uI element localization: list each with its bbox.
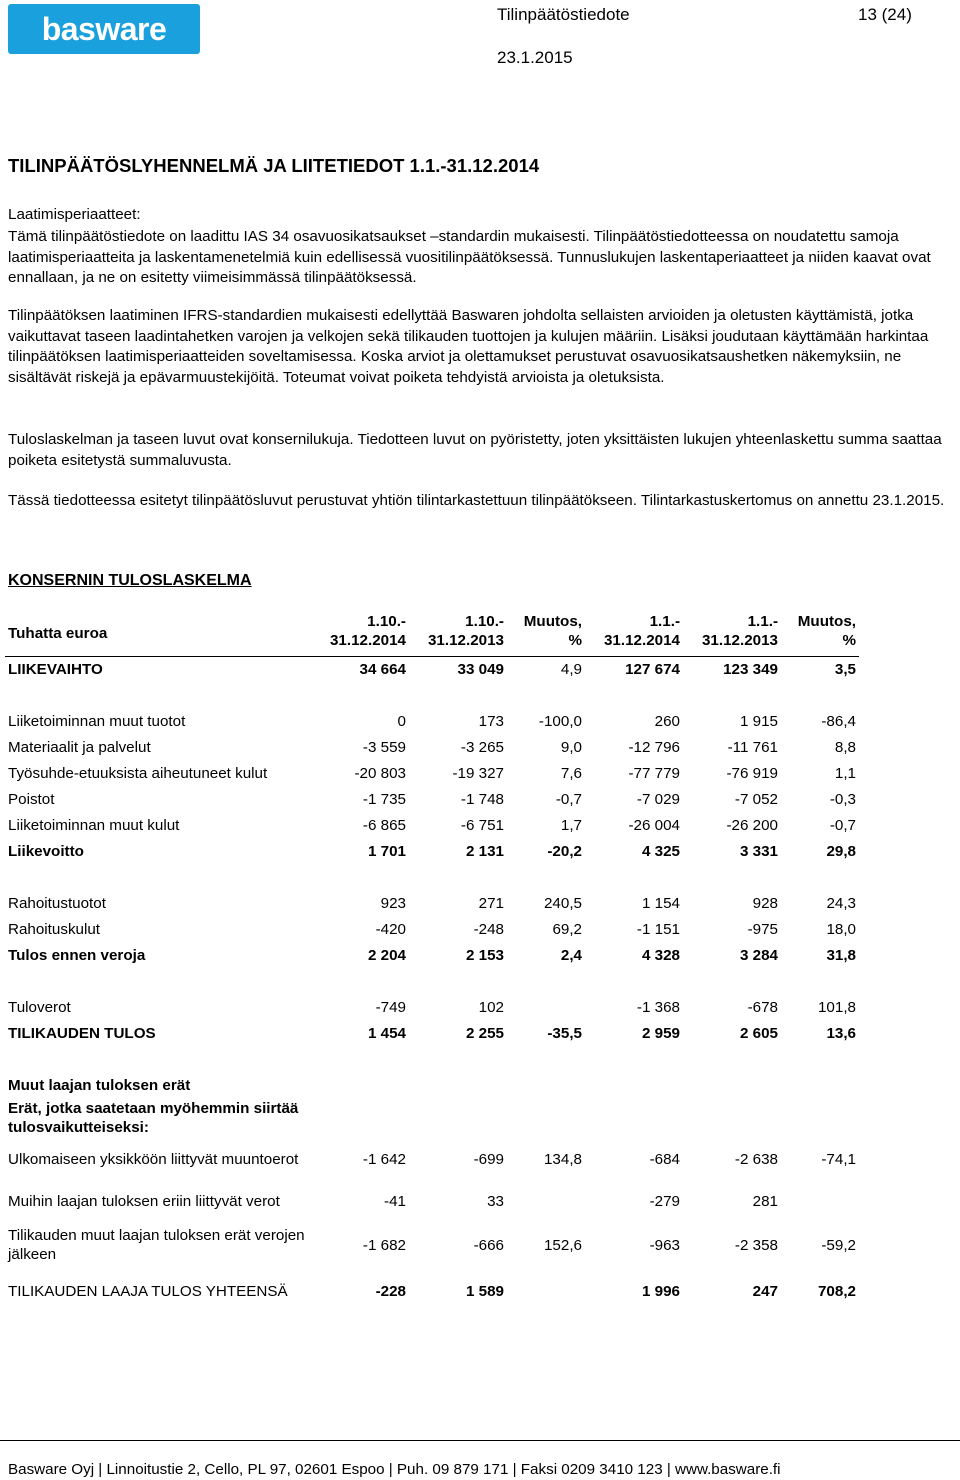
cell: -1 151 <box>636 920 680 938</box>
cell: -26 004 <box>628 816 680 834</box>
row-label: Muut laajan tuloksen erät <box>8 1076 191 1094</box>
cell: 1 454 <box>367 1024 406 1042</box>
cell: -678 <box>747 998 778 1016</box>
cell <box>507 994 585 1020</box>
spacer-row <box>5 682 859 708</box>
cell: 3 331 <box>739 842 778 860</box>
cell: -228 <box>375 1282 406 1300</box>
cell: 33 <box>487 1192 504 1210</box>
table-row <box>5 916 859 942</box>
cell: -1 748 <box>460 790 504 808</box>
cell: 3 284 <box>739 946 778 964</box>
column-header: 1.1.- 31.12.2013 <box>683 612 781 656</box>
cell: 127 674 <box>625 660 680 678</box>
table-header-row <box>5 612 859 656</box>
cell: 928 <box>752 894 778 912</box>
cell: -74,1 <box>821 1150 856 1168</box>
cell: 152,6 <box>543 1236 582 1254</box>
cell: 281 <box>752 1192 778 1210</box>
cell: -684 <box>649 1150 680 1168</box>
cell: -1 735 <box>362 790 406 808</box>
cell: -77 779 <box>628 764 680 782</box>
table-row <box>5 838 859 864</box>
cell: -86,4 <box>821 712 856 730</box>
row-label: LIIKEVAIHTO <box>8 660 103 678</box>
cell: -20,2 <box>547 842 582 860</box>
paragraph-rounding: Tuloslaskelman ja taseen luvut ovat konsernilukuja. Tiedotteen luvut on pyöristetty, joten yksittäisten lukujen yhteenlaskettu summa saattaa poiketa esitetystä summaluvusta. <box>8 431 942 469</box>
cell: -26 200 <box>726 816 778 834</box>
cell: 102 <box>478 998 504 1016</box>
row-label: Rahoitustuotot <box>8 894 106 912</box>
unit-label: Tuhatta euroa <box>5 612 311 656</box>
cell: -2 638 <box>734 1150 778 1168</box>
cell: -0,3 <box>829 790 856 808</box>
cell: 7,6 <box>560 764 582 782</box>
cell: 4,9 <box>560 660 582 678</box>
cell: 34 664 <box>359 660 406 678</box>
table-row <box>5 994 859 1020</box>
paragraph-policies: Tämä tilinpäätöstiedote on laadittu IAS 34 osavuosikatsaukset –standardin mukaisesti. Tilinpäätöstiedotteessa on noudatettu samoja laatimisperiaatteita ja laskentamenetelmiä kuin edellisessä vuositilinpäätöksessä. Tunnuslukujen laskentaperiaatteet ja niiden kaavat ovat ennallaan, ja ne on esitetty viimeisimmässä tilinpäätöksessä. <box>8 228 931 287</box>
table-row <box>5 1138 859 1180</box>
row-label: Poistot <box>8 790 55 808</box>
cell: 2 131 <box>465 842 504 860</box>
page-footer: Basware Oyj | Linnoitustie 2, Cello, PL 97, 02601 Espoo | Puh. 09 879 171 | Faksi 0209 3410 123 | www.basware.fi <box>0 1440 960 1478</box>
cell: -0,7 <box>555 790 582 808</box>
cell: 18,0 <box>826 920 856 938</box>
cell: -279 <box>649 1192 680 1210</box>
column-header: 1.1.- 31.12.2014 <box>585 612 683 656</box>
table-row <box>5 942 859 968</box>
table-row <box>5 812 859 838</box>
cell: -975 <box>747 920 778 938</box>
cell: 2 605 <box>739 1024 778 1042</box>
table-row <box>5 1222 859 1268</box>
table-row <box>5 1072 859 1098</box>
row-label: Tilikauden muut laajan tuloksen erät verojen jälkeen <box>8 1227 305 1263</box>
cell: -7 052 <box>734 790 778 808</box>
cell: -248 <box>473 920 504 938</box>
cell: 69,2 <box>552 920 582 938</box>
cell: 31,8 <box>826 946 856 964</box>
cell: -0,7 <box>829 816 856 834</box>
row-label: Tuloverot <box>8 998 71 1016</box>
cell <box>507 1268 585 1314</box>
cell: -749 <box>375 998 406 1016</box>
cell: -41 <box>384 1192 406 1210</box>
row-label: Ulkomaiseen yksikköön liittyvät muuntoerot <box>8 1150 299 1168</box>
cell: -6 865 <box>362 816 406 834</box>
cell: -7 029 <box>636 790 680 808</box>
row-label: Liiketoiminnan muut kulut <box>8 816 180 834</box>
document-title: Tilinpäätöstiedote <box>497 5 630 24</box>
cell: 8,8 <box>834 738 856 756</box>
cell: 123 349 <box>723 660 778 678</box>
cell: 260 <box>654 712 680 730</box>
cell: -1 642 <box>362 1150 406 1168</box>
cell: 2 153 <box>465 946 504 964</box>
cell: 271 <box>478 894 504 912</box>
main-title: TILINPÄÄTÖSLYHENNELMÄ JA LIITETIEDOT 1.1.-31.12.2014 <box>8 155 540 176</box>
cell: -76 919 <box>726 764 778 782</box>
cell: 240,5 <box>543 894 582 912</box>
cell: 1 996 <box>641 1282 680 1300</box>
cell: -1 682 <box>362 1236 406 1254</box>
cell: -6 751 <box>460 816 504 834</box>
page-number: 13 (24) <box>858 5 912 24</box>
cell: 247 <box>752 1282 778 1300</box>
cell: 101,8 <box>817 998 856 1016</box>
cell: 2 255 <box>465 1024 504 1042</box>
table-row <box>5 890 859 916</box>
cell: -3 265 <box>460 738 504 756</box>
cell: -59,2 <box>821 1236 856 1254</box>
cell: -963 <box>649 1236 680 1254</box>
row-label: Liikevoitto <box>8 842 84 860</box>
cell: -20 803 <box>354 764 406 782</box>
cell: 4 328 <box>641 946 680 964</box>
cell: 1 154 <box>641 894 680 912</box>
cell: 134,8 <box>543 1150 582 1168</box>
cell: -2 358 <box>734 1236 778 1254</box>
cell <box>781 1180 859 1222</box>
paragraph-audit: Tässä tiedotteessa esitetyt tilinpäätösluvut perustuvat yhtiön tilintarkastettuun tilinpäätökseen. Tilintarkastuskertomus on annettu 23.1.2015. <box>8 492 945 509</box>
row-label: TILIKAUDEN LAAJA TULOS YHTEENSÄ <box>8 1282 288 1300</box>
cell: 1,1 <box>834 764 856 782</box>
row-label: Liiketoiminnan muut tuotot <box>8 712 186 730</box>
cell: -11 761 <box>727 738 778 756</box>
cell: 9,0 <box>560 738 582 756</box>
table-row <box>5 1020 859 1046</box>
basware-logo: basware <box>8 4 200 54</box>
spacer-row <box>5 1046 859 1072</box>
section-title: KONSERNIN TULOSLASKELMA <box>8 572 252 589</box>
cell <box>507 1180 585 1222</box>
column-header: 1.10.- 31.12.2013 <box>409 612 507 656</box>
cell: 13,6 <box>826 1024 856 1042</box>
row-label: Rahoituskulut <box>8 920 101 938</box>
cell: 1 701 <box>367 842 406 860</box>
column-header: Muutos, % <box>781 612 859 656</box>
table-row <box>5 786 859 812</box>
income-statement-table <box>5 612 859 1314</box>
column-header: Muutos, % <box>507 612 585 656</box>
table-row <box>5 1098 859 1138</box>
cell: 29,8 <box>826 842 856 860</box>
cell: 3,5 <box>834 660 856 678</box>
cell: 708,2 <box>817 1282 856 1300</box>
document-date: 23.1.2015 <box>497 48 573 67</box>
table-row <box>5 1268 859 1314</box>
cell: 1,7 <box>560 816 582 834</box>
cell: 24,3 <box>826 894 856 912</box>
paragraph-estimates: Tilinpäätöksen laatiminen IFRS-standardien mukaisesti edellyttää Baswaren johdolta sellaisten arvioiden ja oletusten käyttämistä, jotka vaikuttavat taseen laadintahetken varojen ja velkojen sekä tilikauden tuottojen ja kulujen määriin. Lisäksi joudutaan käyttämään harkintaa tilinpäätöksen laatimisperiaatteiden soveltamisessa. Koska arviot ja olettamukset perustuvat osavuosikatsaushetken näkemyksiin, ne sisältävät riskejä ja epävarmuustekijöitä. Toteumat voivat poiketa tehdyistä arvioista ja oletuksista. <box>8 307 929 386</box>
table-row <box>5 656 859 682</box>
table-row <box>5 760 859 786</box>
cell: 33 049 <box>457 660 504 678</box>
cell: 1 589 <box>465 1282 504 1300</box>
spacer-row <box>5 864 859 890</box>
cell: -35,5 <box>547 1024 582 1042</box>
cell: -699 <box>473 1150 504 1168</box>
row-label: Muihin laajan tuloksen eriin liittyvät verot <box>8 1192 280 1210</box>
policies-heading: Laatimisperiaatteet: <box>8 206 141 223</box>
cell: -420 <box>375 920 406 938</box>
cell: 2 959 <box>641 1024 680 1042</box>
cell: 923 <box>380 894 406 912</box>
cell: -1 368 <box>636 998 680 1016</box>
cell: 1 915 <box>739 712 778 730</box>
cell: 2 204 <box>367 946 406 964</box>
table-row <box>5 734 859 760</box>
table-row <box>5 1180 859 1222</box>
row-label: TILIKAUDEN TULOS <box>8 1024 156 1042</box>
table-row <box>5 708 859 734</box>
column-header: 1.10.- 31.12.2014 <box>311 612 409 656</box>
cell: -19 327 <box>452 764 504 782</box>
row-label: Materiaalit ja palvelut <box>8 738 151 756</box>
cell: 2,4 <box>560 946 582 964</box>
cell: -100,0 <box>538 712 582 730</box>
cell: 173 <box>478 712 504 730</box>
spacer-row <box>5 968 859 994</box>
cell: 0 <box>397 712 406 730</box>
cell: 4 325 <box>641 842 680 860</box>
cell: -666 <box>473 1236 504 1254</box>
row-label: Erät, jotka saatetaan myöhemmin siirtää tulosvaikutteiseksi: <box>8 1100 299 1136</box>
cell: -3 559 <box>362 738 406 756</box>
row-label: Tulos ennen veroja <box>8 946 146 964</box>
row-label: Työsuhde-etuuksista aiheutuneet kulut <box>8 764 268 782</box>
cell: -12 796 <box>628 738 680 756</box>
